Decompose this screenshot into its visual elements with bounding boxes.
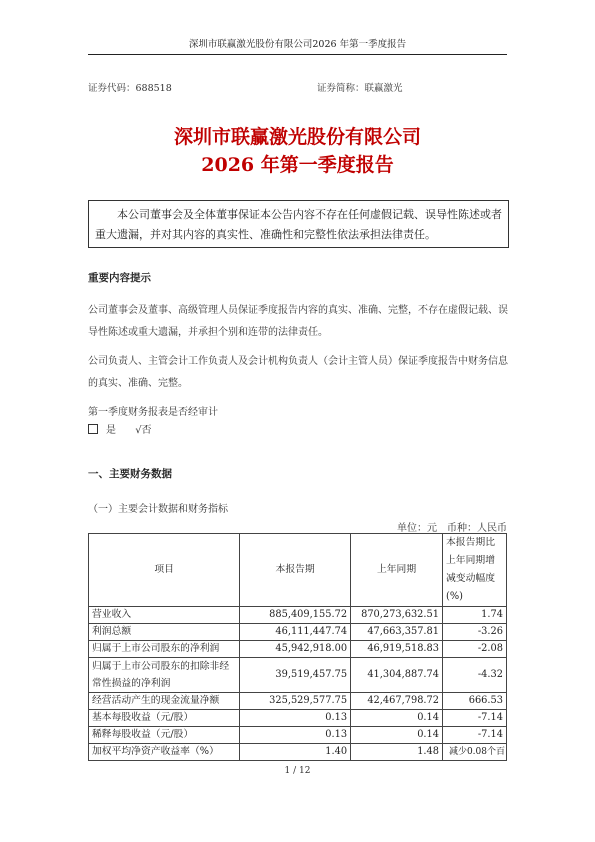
row-item: 基本每股收益（元/股） <box>89 710 240 727</box>
row-current: 885,409,155.72 <box>240 607 351 624</box>
paragraph-financial-guarantee <box>88 351 508 395</box>
row-prior: 1.48 <box>351 744 443 761</box>
row-prior: 41,304,887.74 <box>351 658 443 693</box>
audit-option-no: √否 <box>135 425 152 436</box>
row-current: 1.40 <box>240 744 351 761</box>
table-row <box>89 710 507 727</box>
key-notice-heading: 重要内容提示 <box>88 272 151 284</box>
audit-options <box>88 422 218 440</box>
row-prior: 0.14 <box>351 727 443 744</box>
row-prior: 870,273,632.51 <box>351 607 443 624</box>
running-header: 深圳市联赢激光股份有限公司2026 年第一季度报告 <box>88 38 507 55</box>
row-item: 归属于上市公司股东的净利润 <box>89 641 240 658</box>
row-change: -3.26 <box>443 624 507 641</box>
table-row <box>89 658 507 693</box>
table-row <box>89 641 507 658</box>
board-notice-box <box>88 200 509 248</box>
page-number: 1 / 12 <box>284 766 311 776</box>
row-current: 45,942,918.00 <box>240 641 351 658</box>
row-change: -7.14 <box>443 727 507 744</box>
row-change: 1.74 <box>443 607 507 624</box>
row-change: 减少0.08个百 <box>443 744 507 761</box>
row-prior: 47,663,357.81 <box>351 624 443 641</box>
title-company: 深圳市联赢激光股份有限公司 <box>173 126 421 148</box>
table-row <box>89 607 507 624</box>
financial-data-table <box>88 533 507 761</box>
row-current: 0.13 <box>240 727 351 744</box>
row-current: 46,111,447.74 <box>240 624 351 641</box>
table-header-row <box>89 534 507 607</box>
row-item: 利润总额 <box>89 624 240 641</box>
row-item: 稀释每股收益（元/股） <box>89 727 240 744</box>
security-code: 证券代码：688518 <box>88 83 172 94</box>
audit-status <box>88 404 218 440</box>
audit-question: 第一季度财务报表是否经审计 <box>88 407 218 418</box>
unit-currency-label: 单位：元 币种：人民币 <box>397 523 507 534</box>
row-change: -2.08 <box>443 641 507 658</box>
row-current: 39,519,457.75 <box>240 658 351 693</box>
row-item: 经营活动产生的现金流量净额 <box>89 693 240 710</box>
row-prior: 0.14 <box>351 710 443 727</box>
row-change: -4.32 <box>443 658 507 693</box>
table-row <box>89 727 507 744</box>
column-header: 本报告期 <box>240 534 351 607</box>
column-header: 本报告期比上年同期增减变动幅度(%) <box>443 534 507 607</box>
section-heading-financial-data: 一、主要财务数据 <box>88 468 172 480</box>
row-item: 加权平均净资产收益率（%） <box>89 744 240 761</box>
row-prior: 42,467,798.72 <box>351 693 443 710</box>
paragraph-director-guarantee <box>88 300 508 344</box>
paragraph-text: 公司董事会及董事、高级管理人员保证季度报告内容的真实、准确、完整，不存在虚假记载、误导性陈述或重大遗漏，并承担个别和连带的法律责任。 <box>88 305 508 338</box>
row-current: 0.13 <box>240 710 351 727</box>
column-header: 项目 <box>89 534 240 607</box>
empty-checkbox-icon <box>88 424 98 434</box>
security-abbreviation: 证券简称：联赢激光 <box>317 83 403 94</box>
table-row <box>89 624 507 641</box>
board-notice-text: 本公司董事会及全体董事保证本公告内容不存在任何虚假记载、误导性陈述或者重大遗漏，并对其内容的真实性、准确性和完整性依法承担法律责任。 <box>95 208 502 241</box>
paragraph-text: 公司负责人、主管会计工作负责人及会计机构负责人（会计主管人员）保证季度报告中财务信息的真实、准确、完整。 <box>88 356 508 389</box>
audit-option-yes <box>88 425 124 436</box>
row-change: -7.14 <box>443 710 507 727</box>
row-item: 归属于上市公司股东的扣除非经常性损益的净利润 <box>89 658 240 693</box>
column-header: 上年同期 <box>351 534 443 607</box>
table-row <box>89 744 507 761</box>
row-current: 325,529,577.75 <box>240 693 351 710</box>
subsection-heading-indicators: （一）主要会计数据和财务指标 <box>88 504 228 515</box>
row-item: 营业收入 <box>89 607 240 624</box>
report-title <box>0 124 595 180</box>
title-period: 2026 年第一季度报告 <box>201 154 394 176</box>
audit-yes-label: 是 <box>106 425 116 436</box>
table-row <box>89 693 507 710</box>
row-change: 666.53 <box>443 693 507 710</box>
row-prior: 46,919,518.83 <box>351 641 443 658</box>
